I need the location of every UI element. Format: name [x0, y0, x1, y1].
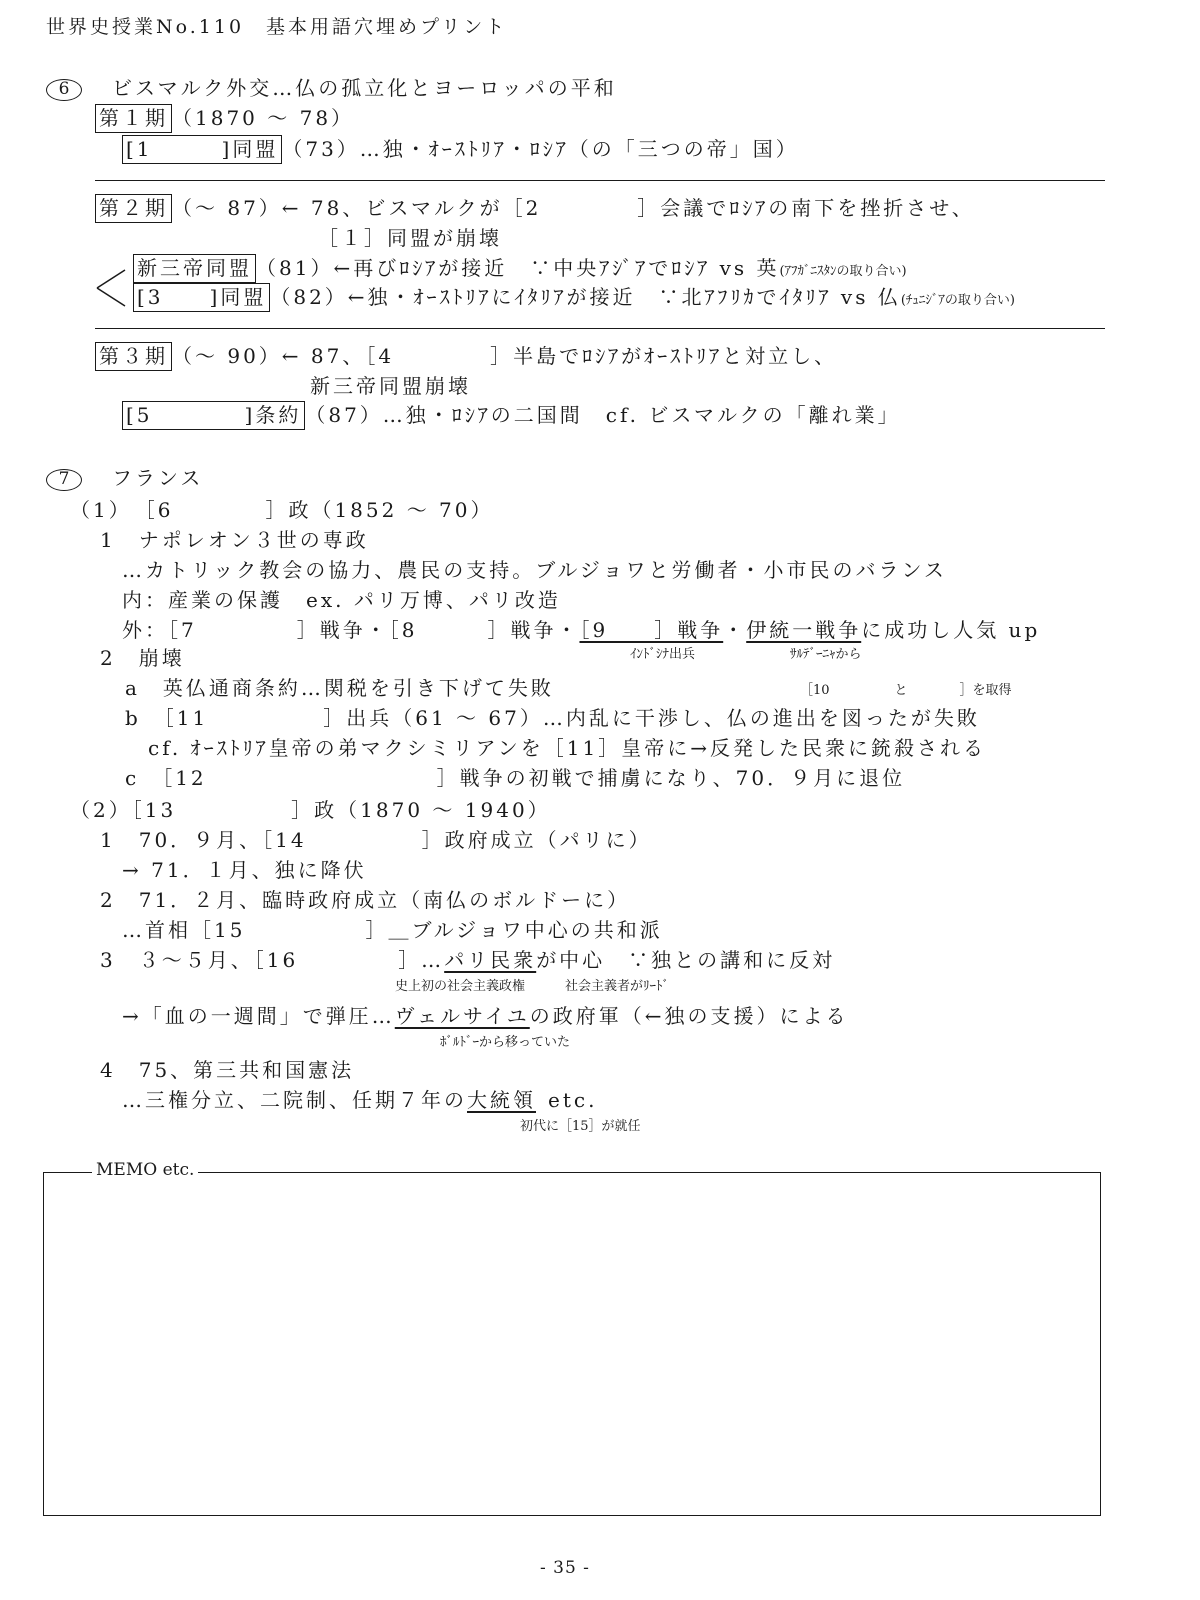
blank-3: [3 ]同盟	[133, 283, 270, 312]
page-number: - 35 -	[540, 1558, 590, 1578]
divider-2	[95, 328, 1105, 329]
s7-line-14: 2 71．２月、臨時政府成立（南仏のボルドーに）	[100, 888, 631, 912]
period3-text-a: （～ 90）← 87、［4	[172, 344, 395, 368]
section6-heading-row	[46, 78, 617, 101]
constitution-desc: …三権分立、二院制、任期７年の	[122, 1088, 467, 1112]
period1-label: 第１期	[95, 104, 172, 133]
prime-minister-label: …首相［15	[122, 918, 246, 942]
section7-number: 7	[46, 469, 82, 491]
s7-line-11: （2）［13 ］政（1870 ～ 1940）	[70, 798, 551, 822]
foreign-label: 外：［7	[122, 618, 197, 642]
period3-collapse: 新三帝同盟崩壊	[310, 374, 471, 398]
paris-people: パリ民衆	[444, 948, 537, 972]
s7-line-3: …カトリック教会の協力、農民の支持。ブルジョワと労働者・小市民のバランス	[122, 558, 947, 582]
s7-line-7: a 英仏通商条約…関税を引き下げて失敗	[125, 676, 554, 700]
section6-number: 6	[46, 79, 82, 101]
period3-row	[95, 346, 837, 366]
first-socialist-note: 史上初の社会主義政権	[395, 979, 526, 994]
period1-alliance-desc: （73）…独・ｵｰｽﾄﾘｱ・ﾛｼｱ（の「三つの帝」国）	[282, 137, 799, 161]
bracket-mark	[95, 268, 135, 308]
period2-collapse: ［１］同盟が崩壊	[318, 226, 502, 250]
reinsurance-row	[122, 405, 901, 425]
section7-heading-row	[46, 468, 203, 491]
section6-heading: ビスマルク外交…仏の孤立化とヨーロッパの平和	[112, 76, 617, 100]
period1-alliance-row	[122, 139, 799, 159]
war-9-prefix: ］戦争・	[487, 618, 580, 642]
memo-box	[43, 1172, 1101, 1516]
s7-line-6: 2 崩壊	[100, 646, 185, 670]
indochina-note: ｲﾝﾄﾞｼﾅ出兵	[630, 647, 696, 662]
sardinia-note: ｻﾙﾃﾞｰﾆｬから	[790, 647, 862, 662]
blank-5: [5 ]条約	[122, 401, 305, 430]
s7-line-19	[122, 1090, 597, 1110]
popularity-text: に成功し人気 up	[861, 618, 1041, 642]
etc: etc.	[548, 1088, 598, 1112]
period2-text-b: ］会議でﾛｼｱの南下を挫折させ、	[637, 196, 975, 220]
triple-alliance-desc: （82）←独・ｵｰｽﾄﾘｱにｲﾀﾘｱが接近 ∵北ｱﾌﾘｶでｲﾀﾘｱ vs 仏	[270, 285, 901, 309]
italian-unification-war: 伊統一戦争	[746, 618, 862, 642]
prime-minister-desc: ］＿ブルジョワ中心の共和派	[365, 918, 663, 942]
afghanistan-note: (ｱﾌｶﾞﾆｽﾀﾝの取り合い)	[779, 264, 907, 279]
s7-line-2: 1 ナポレオン３世の専政	[100, 528, 369, 552]
new-three-emperors-desc: （81）←再びﾛｼｱが接近 ∵中央ｱｼﾞｱでﾛｼｱ vs 英	[256, 256, 780, 280]
president: 大統領	[467, 1088, 536, 1112]
period2-label: 第２期	[95, 194, 172, 223]
s7-line-1: （1） ［6 ］政（1852 ～ 70）	[70, 498, 494, 522]
tunisia-note: (ﾁｭﾆｼﾞｱの取り合い)	[900, 293, 1015, 308]
memo-label: MEMO etc.	[92, 1162, 198, 1179]
s7-line-10: c ［12 ］戦争の初戦で捕虜になり、70．９月に退位	[125, 766, 906, 790]
s7-line-12: 1 70．９月、［14 ］政府成立（パリに）	[100, 828, 652, 852]
bordeaux-note: ﾎﾞﾙﾄﾞｰから移っていた	[440, 1035, 571, 1050]
government-army: の政府軍（←独の支援）による	[529, 1004, 849, 1028]
s7-line-15	[122, 920, 663, 940]
period1-dates: （1870 ～ 78）	[172, 106, 355, 130]
versailles: ヴェルサイユ	[394, 1004, 530, 1028]
war-8-text: ］戦争・［8	[296, 618, 418, 642]
new-three-emperors-label: 新三帝同盟	[133, 254, 256, 283]
s7-line-18: 4 75、第三共和国憲法	[100, 1058, 355, 1082]
first-president-note: 初代に［15］が就任	[520, 1119, 641, 1134]
triple-alliance-row	[133, 287, 1015, 307]
bloody-week: →「血の一週間」で弾圧…	[122, 1004, 395, 1028]
blank-10-note: ［10 と ］を取得	[800, 683, 1012, 698]
blank-9: ［9 ］戦争	[579, 618, 724, 642]
period3-label: 第３期	[95, 342, 172, 371]
page-title: 世界史授業No.110 基本用語穴埋めプリント	[46, 16, 508, 38]
divider-1	[95, 180, 1105, 181]
socialist-lead-note: 社会主義者がﾘｰﾄﾞ	[565, 979, 670, 994]
s7-line-16	[100, 950, 835, 970]
s7-line-8: b ［11 ］出兵（61 ～ 67）…内乱に干渉し、仏の進出を図ったが失敗	[125, 706, 980, 730]
s7-line-4: 内：産業の保護 ex. パリ万博、パリ改造	[122, 588, 561, 612]
s7-line-9: cf. ｵｰｽﾄﾘｱ皇帝の弟マクシミリアンを［11］皇帝に→反発した民衆に銃殺される	[148, 736, 987, 760]
blank-1: [1 ]同盟	[122, 135, 282, 164]
period2-text-a: （～ 87）← 78、ビスマルクが［2	[172, 196, 542, 220]
section7-heading: フランス	[112, 466, 204, 490]
commune-prefix: 3 ３～５月、［16	[100, 948, 299, 972]
s7-line-17	[122, 1006, 849, 1026]
new-three-emperors-row	[133, 258, 907, 278]
commune-desc: が中心 ∵独との講和に反対	[536, 948, 836, 972]
separator: ・	[723, 618, 747, 642]
period1-row	[95, 108, 354, 128]
reinsurance-desc: （87）…独・ﾛｼｱの二国間 cf. ビスマルクの「離れ業」	[305, 403, 901, 427]
period3-text-b: ］半島でﾛｼｱがｵｰｽﾄﾘｱと対立し、	[490, 344, 838, 368]
commune-blank-end: ］…	[398, 948, 445, 972]
period2-row	[95, 198, 975, 218]
s7-line-5	[122, 620, 1040, 640]
s7-line-13: → 71．１月、独に降伏	[122, 858, 367, 882]
